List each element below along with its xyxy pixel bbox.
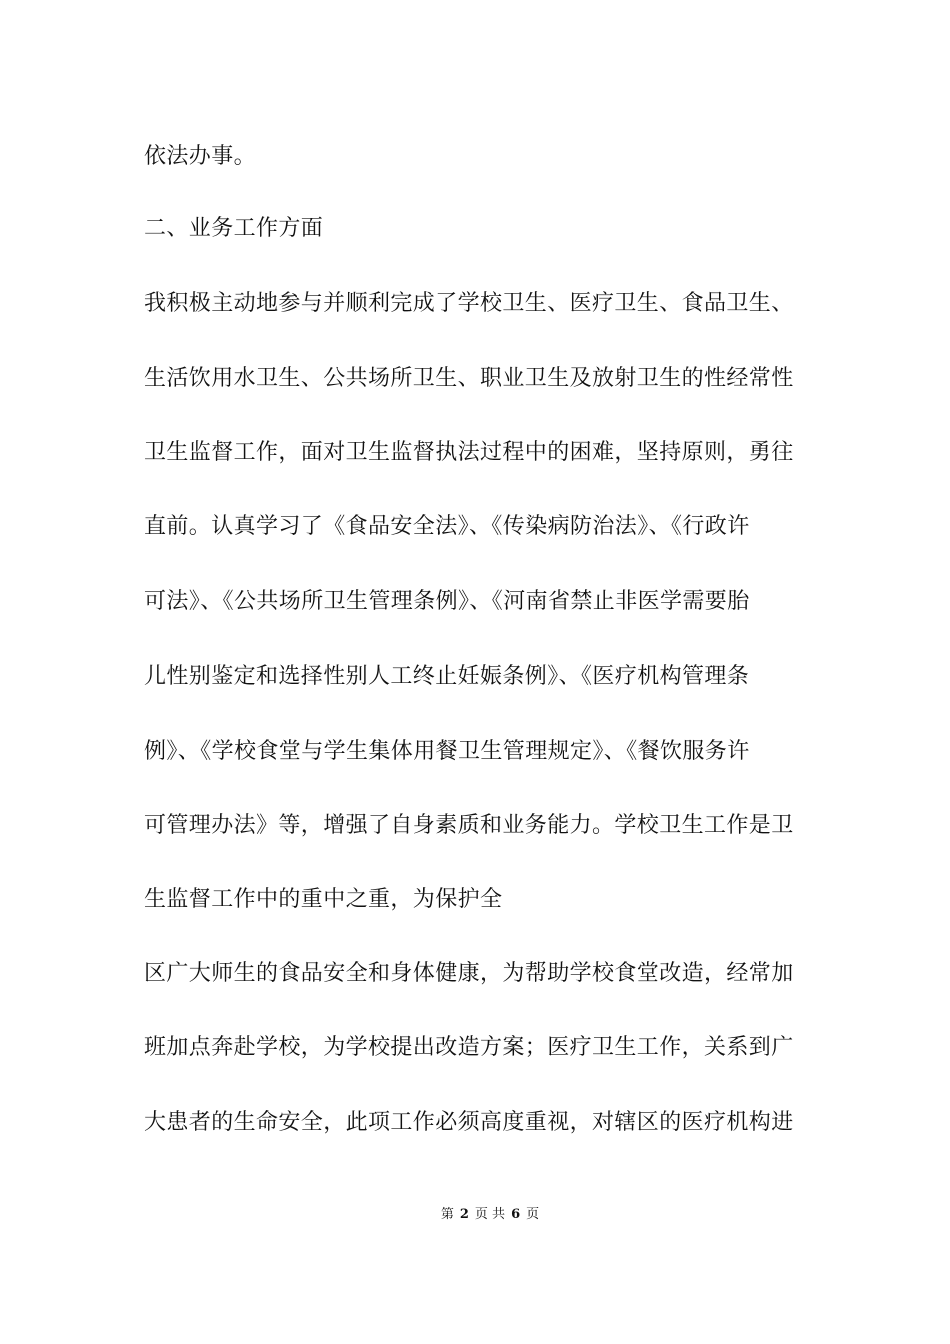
text-line-13: 班加点奔赴学校，为学校提出改造方案；医疗卫生工作，关系到广 xyxy=(144,1035,794,1060)
text-line-5: 卫生监督工作，面对卫生监督执法过程中的困难，坚持原则，勇往 xyxy=(144,440,794,465)
text-line-14: 大患者的生命安全，此项工作必须高度重视，对辖区的医疗机构进 xyxy=(144,1110,794,1135)
footer-middle: 页 共 xyxy=(474,1207,506,1222)
text-line-7: 可法》、《公共场所卫生管理条例》、《河南省禁止非医学需要胎 xyxy=(144,589,750,614)
footer-current-page: 2 xyxy=(459,1207,469,1222)
footer-suffix: 页 xyxy=(526,1207,540,1222)
text-line-9: 例》、《学校食堂与学生集体用餐卫生管理规定》、《餐饮服务许 xyxy=(144,739,750,764)
text-line-6: 直前。认真学习了《食品安全法》、《传染病防治法》、《行政许 xyxy=(144,514,750,539)
text-line-3: 我积极主动地参与并顺利完成了学校卫生、医疗卫生、食品卫生、 xyxy=(144,291,794,316)
text-line-8: 儿性别鉴定和选择性别人工终止妊娠条例》、《医疗机构管理条 xyxy=(144,664,750,689)
text-line-10: 可管理办法》等，增强了自身素质和业务能力。学校卫生工作是卫 xyxy=(144,813,794,838)
footer-prefix: 第 xyxy=(440,1207,454,1222)
text-line-4: 生活饮用水卫生、公共场所卫生、职业卫生及放射卫生的性经常性 xyxy=(144,366,794,391)
text-line-1: 依法办事。 xyxy=(144,144,257,169)
footer-total-pages: 6 xyxy=(511,1207,521,1222)
text-line-11: 生监督工作中的重中之重，为保护全 xyxy=(144,887,503,912)
section-heading: 二、业务工作方面 xyxy=(144,216,324,241)
text-line-12: 区广大师生的食品安全和身体健康，为帮助学校食堂改造，经常加 xyxy=(144,961,794,986)
page-footer xyxy=(0,1206,950,1224)
